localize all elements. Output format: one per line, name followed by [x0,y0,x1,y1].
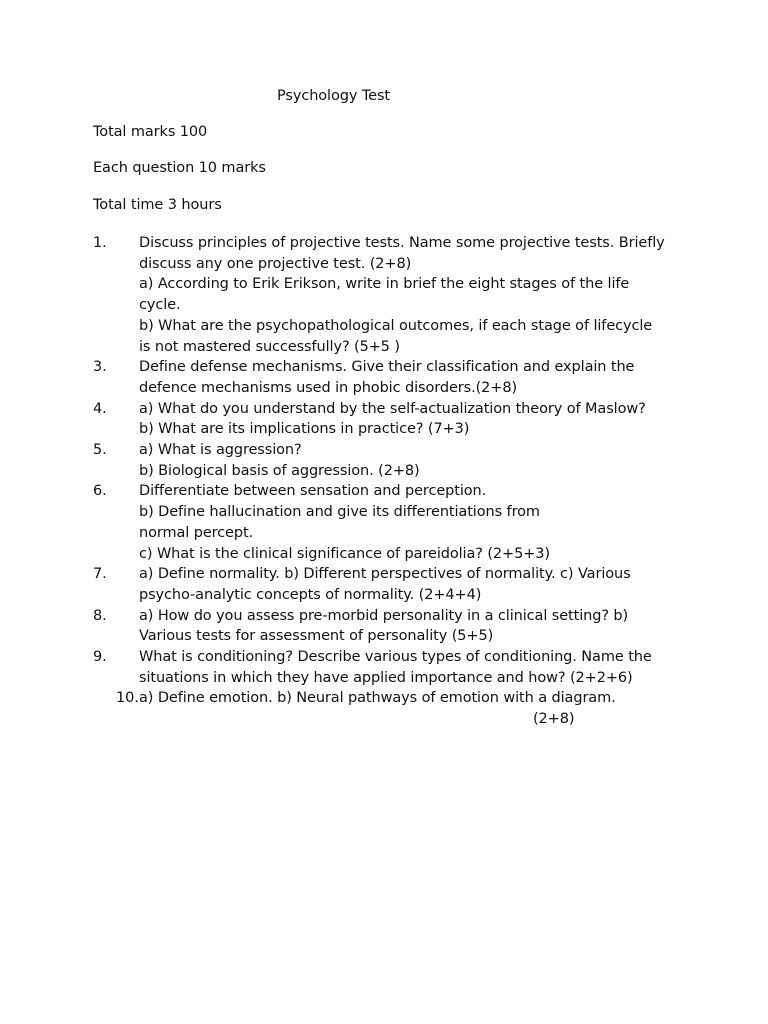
question-marks: (2+8) [533,711,575,728]
marks-per-question: Each question 10 marks [93,160,266,176]
question-text-line: Define defense mechanisms. Give their classification and explain the [139,359,635,376]
question-text-line: a) According to Erik Erikson, write in brief the eight stages of the life [139,276,630,293]
question-text-line: Discuss principles of projective tests. Name some projective tests. Briefly [139,235,665,251]
total-time: Total time 3 hours [93,197,222,213]
question-item [0,647,768,688]
question-text-line: b) What are the psychopathological outcomes, if each stage of lifecycle [139,317,653,334]
question-text-line: discuss any one projective test. (2+8) [139,255,412,272]
question-item [0,688,768,729]
question-item [0,440,768,481]
question-item [0,606,768,647]
question-text-line: defence mechanisms used in phobic disorders.(2+8) [139,379,518,396]
question-text-line: cycle. [139,297,181,314]
question-number: 1. [93,235,107,251]
question-text-line: is not mastered successfully? (5+5 ) [139,338,400,355]
question-text-line: What is conditioning? Describe various types of conditioning. Name the [139,649,652,666]
question-number: 3. [93,359,107,376]
question-item [0,233,768,357]
question-text-line: a) Define normality. b) Different perspectives of normality. c) Various [139,566,631,583]
question-text-line: Various tests for assessment of personality (5+5) [139,628,494,645]
question-text-line: b) What are its implications in practice? (7+3) [139,421,470,438]
question-number: 7. [93,566,107,583]
question-text-line: normal percept. [139,524,254,541]
question-number: 9. [93,649,107,666]
question-item [0,357,768,398]
total-marks: Total marks 100 [93,124,208,140]
question-text-line: a) What do you understand by the self-actualization theory of Maslow? [139,400,646,417]
question-text-line: c) What is the clinical significance of pareidolia? (2+5+3) [139,545,550,562]
question-number: 8. [93,607,107,624]
question-number: 5. [93,442,107,459]
question-text-line: b) Define hallucination and give its differentiations from [139,504,540,521]
question-text-line: psycho-analytic concepts of normality. (2+4+4) [139,586,482,603]
question-text-line: situations in which they have applied importance and how? (2+2+6) [139,669,633,686]
document-title: Psychology Test [277,88,391,104]
question-text-line: a) Define emotion. b) Neural pathways of emotion with a diagram. [139,690,616,707]
question-text-line: b) Biological basis of aggression. (2+8) [139,462,420,479]
question-list [0,233,768,730]
question-number: 4. [93,400,107,417]
question-number: 6. [93,483,107,500]
question-text-line: Differentiate between sensation and perception. [139,483,487,500]
question-item [0,399,768,440]
question-item [0,564,768,605]
question-number: 10. [116,690,139,707]
question-text-line: a) What is aggression? [139,442,302,459]
question-text-line: a) How do you assess pre-morbid personality in a clinical setting? b) [139,607,629,624]
question-item [0,481,768,564]
